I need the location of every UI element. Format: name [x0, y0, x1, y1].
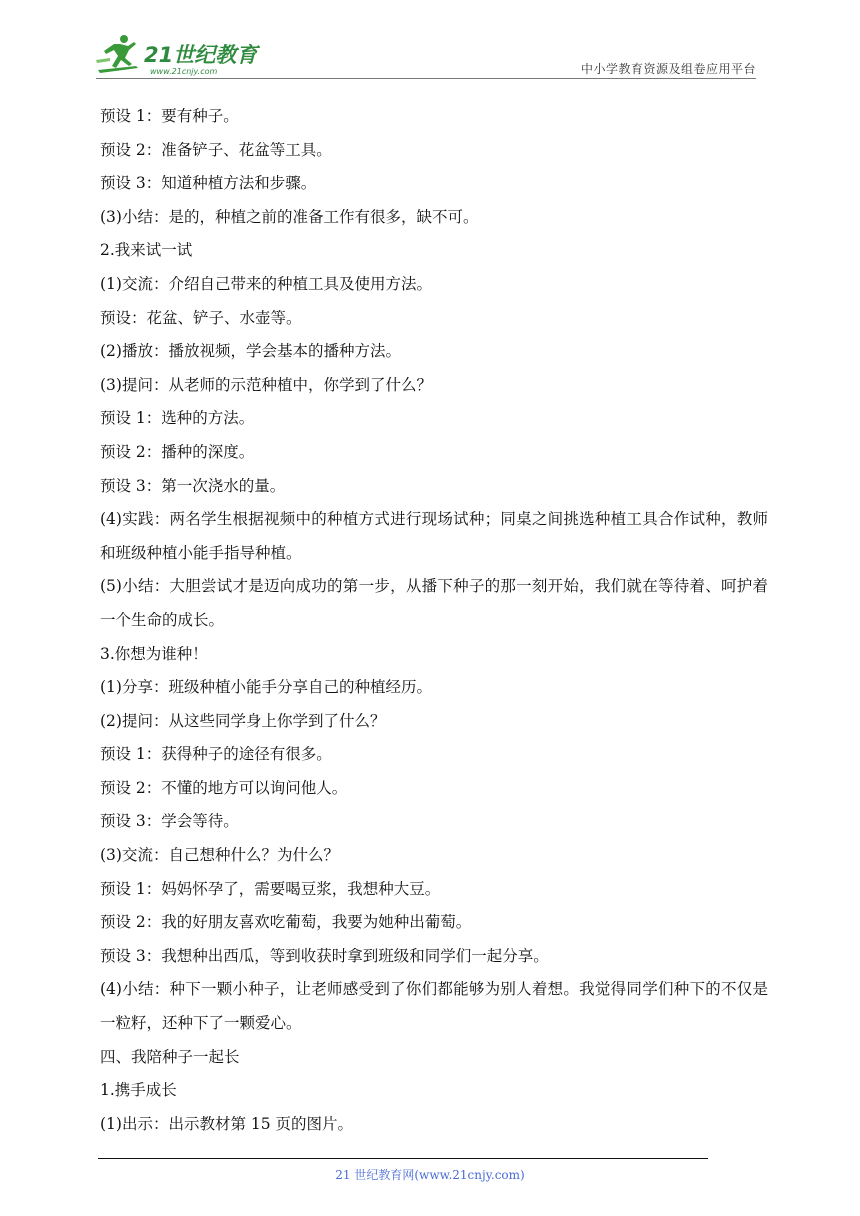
text-line: (2)提问：从这些同学身上你学到了什么？	[100, 711, 386, 730]
header-divider	[96, 78, 756, 79]
text-line: (1)分享：班级种植小能手分享自己的种植经历。	[100, 678, 432, 697]
footer-text: 21 世纪教育网(www.21cnjy.com)	[335, 1168, 525, 1182]
text-paragraph: (4)实践：两名学生根据视频中的种植方式进行现场试种；同桌之间挑选种植工具合作试种，教师和班级种植小能手指导种植。	[100, 510, 768, 562]
site-logo	[94, 34, 264, 78]
text-line: 预设 3：学会等待。	[100, 812, 239, 831]
text-line: 预设：花盆、铲子、水壶等。	[100, 308, 302, 327]
logo-text: 21世纪教育	[144, 43, 258, 67]
logo-url: www.21cnjy.com	[150, 67, 218, 76]
text-line: 预设 2：准备铲子、花盆等工具。	[100, 140, 332, 159]
text-line: (3)交流：自己想种什么？为什么？	[100, 846, 339, 865]
text-line: 预设 1：选种的方法。	[100, 409, 255, 428]
text-line: (1)出示：出示教材第 15 页的图片。	[100, 1114, 354, 1133]
footer-divider	[98, 1158, 708, 1159]
platform-name: 中小学教育资源及组卷应用平台	[580, 62, 756, 76]
section-heading: 1.携手成长	[100, 1081, 177, 1100]
runner-icon	[96, 35, 138, 73]
text-line: (2)播放：播放视频，学会基本的播种方法。	[100, 342, 401, 361]
text-line: 预设 3：知道种植方法和步骤。	[100, 174, 317, 193]
text-paragraph: (5)小结：大胆尝试才是迈向成功的第一步，从播下种子的那一刻开始，我们就在等待着、呵护着一个生命的成长。	[100, 577, 768, 629]
text-line: (3)小结：是的，种植之前的准备工作有很多，缺不可。	[100, 207, 479, 226]
page-header	[0, 0, 860, 80]
text-line: (3)提问：从老师的示范种植中，你学到了什么？	[100, 375, 432, 394]
text-line: 预设 2：我的好朋友喜欢吃葡萄，我要为她种出葡萄。	[100, 913, 472, 932]
text-line: 预设 3：第一次浇水的量。	[100, 476, 286, 495]
section-heading: 四、我陪种子一起长	[100, 1047, 240, 1066]
text-line: 预设 2：不懂的地方可以询问他人。	[100, 778, 348, 797]
text-line: 预设 1：要有种子。	[100, 107, 239, 125]
text-line: 预设 2：播种的深度。	[100, 442, 255, 461]
text-paragraph: (4)小结：种下一颗小种子，让老师感受到了你们都能够为别人着想。我觉得同学们种下的不仅是一粒籽，还种下了一颗爱心。	[100, 980, 768, 1033]
section-heading: 3.你想为谁种！	[100, 644, 208, 663]
text-line: (1)交流：介绍自己带来的种植工具及使用方法。	[100, 274, 432, 293]
document-body	[100, 100, 768, 1141]
section-heading: 2.我来试一试	[100, 241, 193, 260]
text-line: 预设 3：我想种出西瓜，等到收获时拿到班级和同学们一起分享。	[100, 946, 549, 965]
text-line: 预设 1：妈妈怀孕了，需要喝豆浆，我想种大豆。	[100, 879, 441, 898]
text-line: 预设 1：获得种子的途径有很多。	[100, 745, 332, 764]
